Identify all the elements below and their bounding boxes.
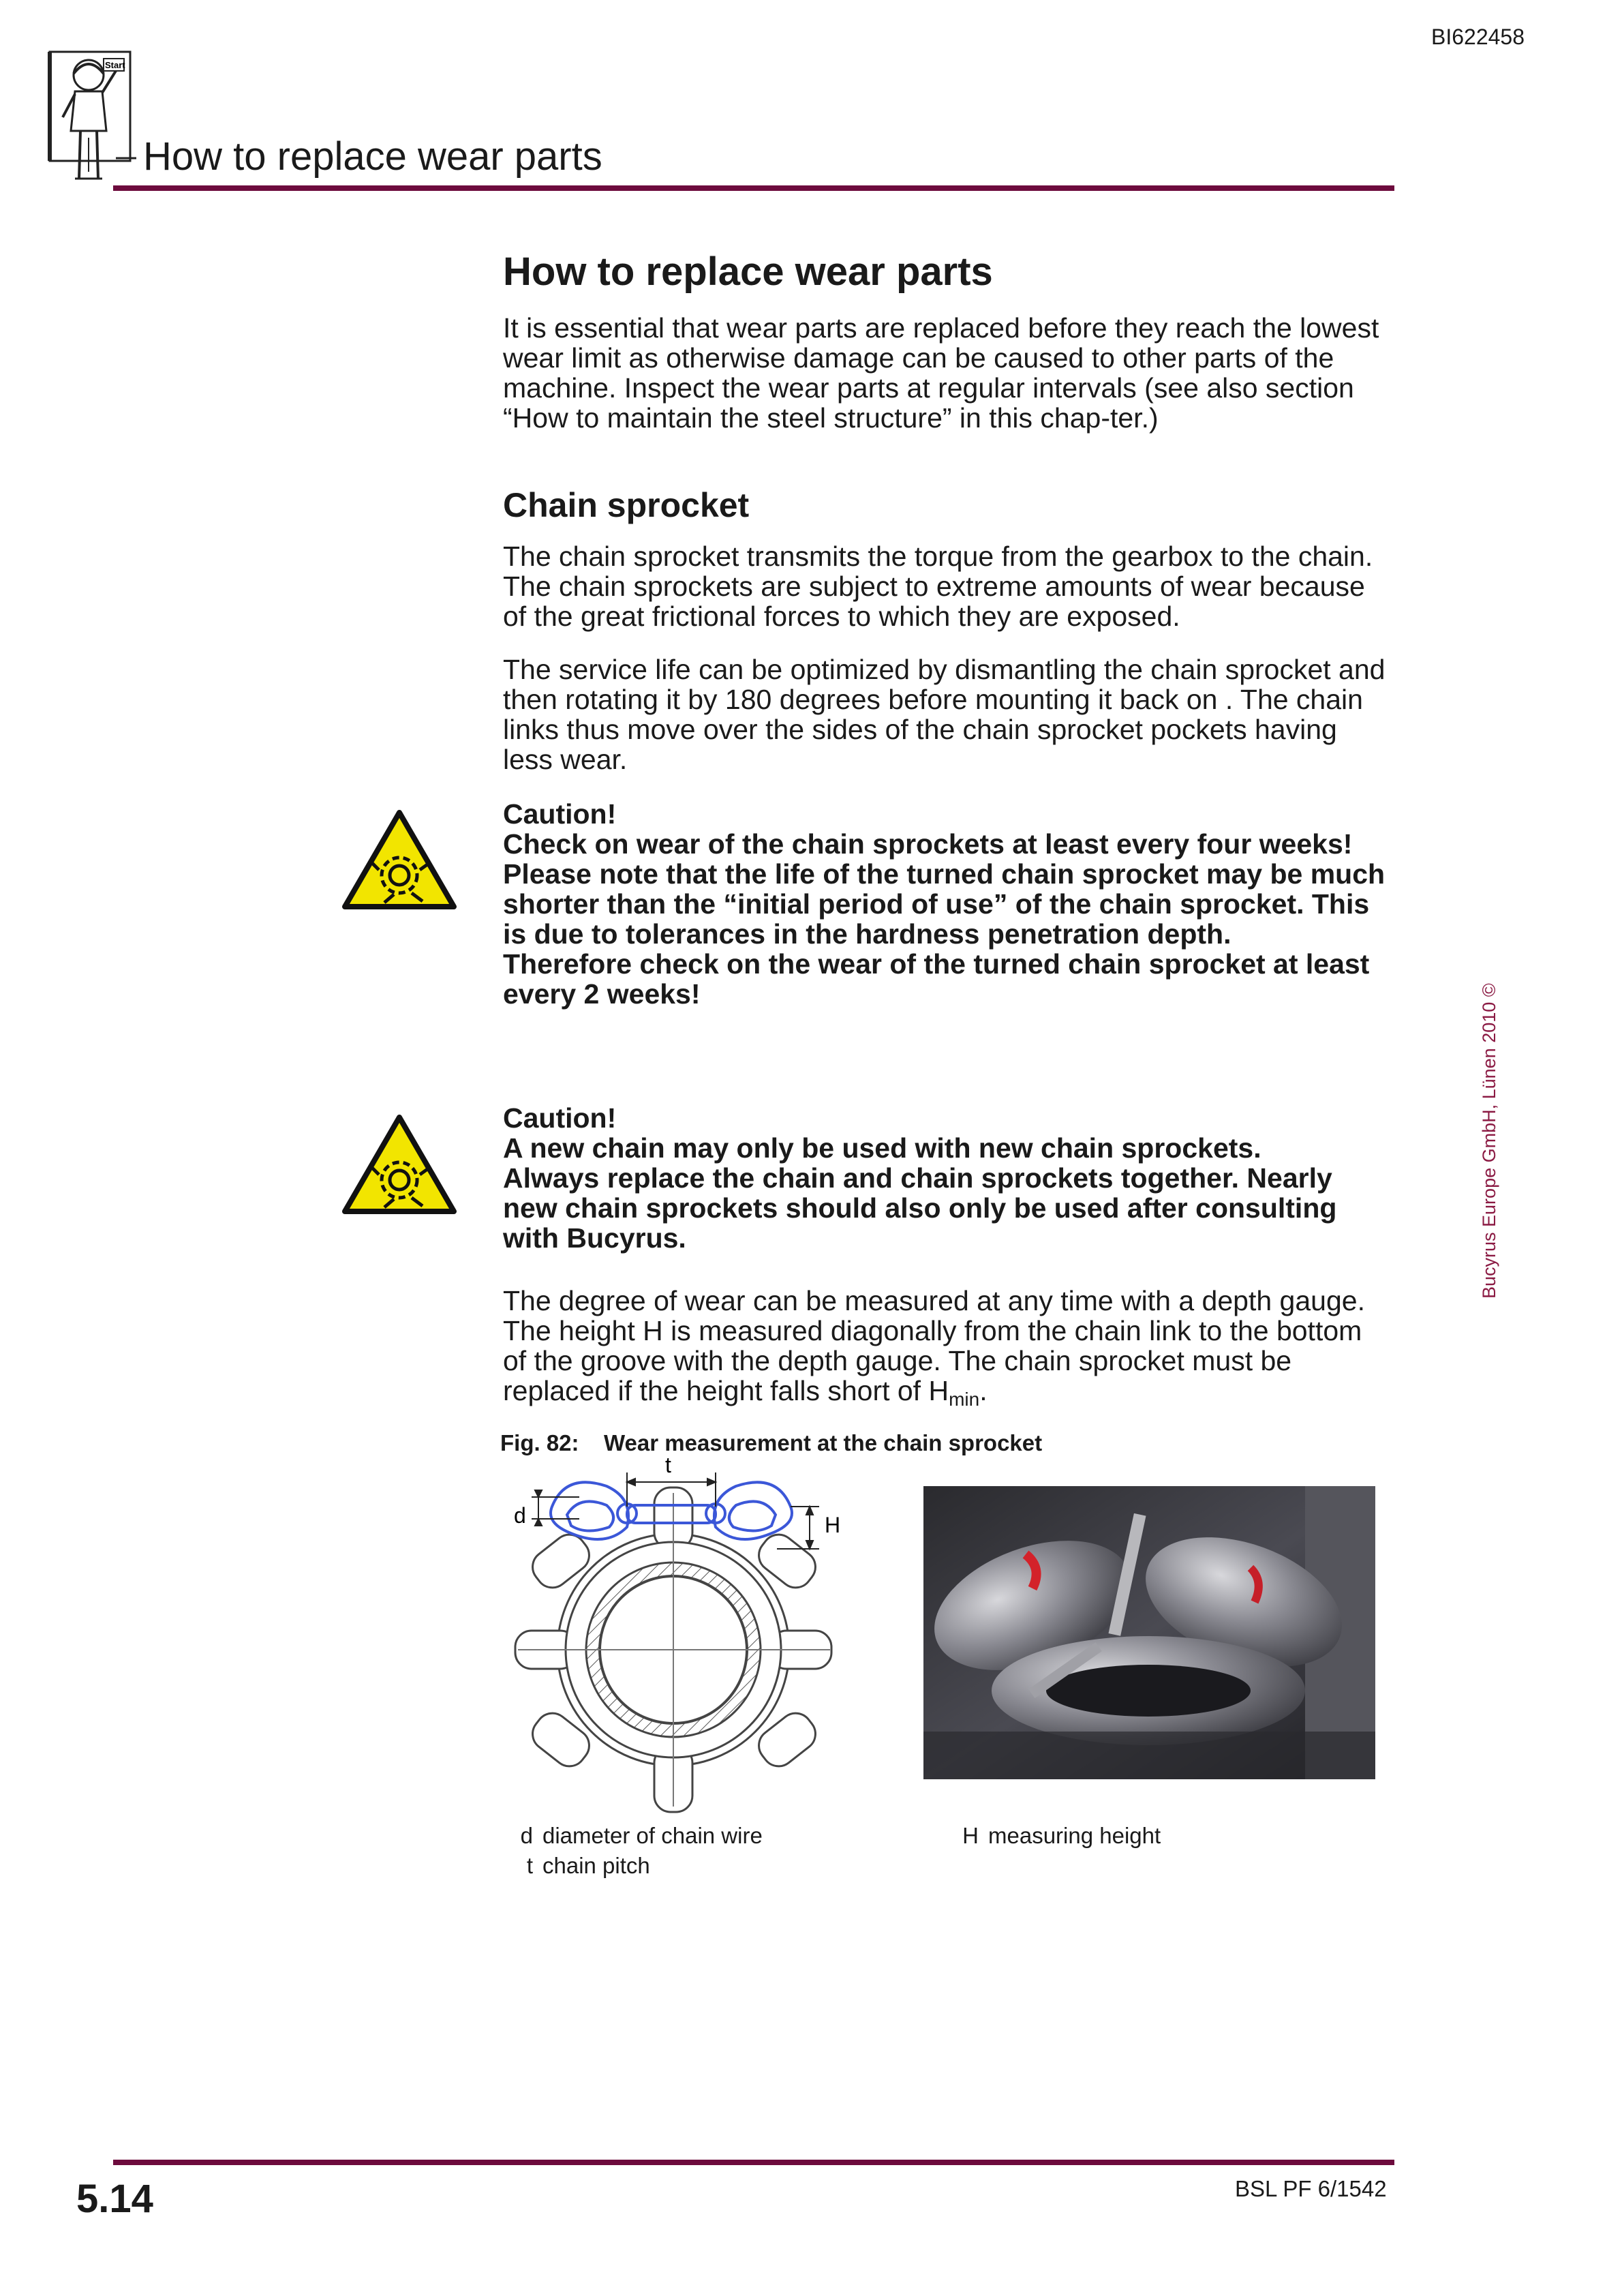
caution-2-line-2: Always replace the chain and chain sprockets together. Nearly new chain sprockets should also only be used after consulting with Bucyrus. — [503, 1162, 1337, 1254]
caution-block-2 — [503, 1103, 1389, 1253]
legend-key-d: d — [520, 1823, 533, 1848]
legend-item-h — [951, 1823, 1161, 1849]
intro-paragraph: It is essential that wear parts are replaced before they reach the lowest wear limit as otherwise damage can be caused to other parts of the machine. Inspect the wear parts at regular intervals (see also section “How to maintain the steel structure” in this chap-ter.) — [503, 312, 1379, 434]
caution-1-line-3: Therefore check on the wear of the turned chain sprocket at least every 2 weeks! — [503, 948, 1370, 1010]
wear-measure-paragraph — [503, 1286, 1389, 1415]
caution-2-line-1: A new chain may only be used with new chain sprockets. — [503, 1132, 1261, 1164]
chain-sprocket-photo — [923, 1486, 1375, 1779]
caution-2-heading: Caution! — [503, 1102, 617, 1134]
warning-gear-hazard-icon — [341, 1113, 458, 1215]
start-person-icon — [48, 49, 136, 185]
diagram-label-h: H — [825, 1513, 841, 1537]
legend-text-d: diameter of chain wire — [542, 1823, 763, 1848]
footer-rule — [113, 2160, 1394, 2165]
chain-sprocket-heading: Chain sprocket — [503, 486, 750, 524]
header-rule — [113, 185, 1394, 191]
sprocket-paragraph-1: The chain sprocket transmits the torque from the gearbox to the chain. The chain sprockets are subject to extreme amounts of wear because of the great frictional forces to which they are exposed. — [503, 541, 1373, 632]
page-title: How to replace wear parts — [503, 250, 993, 294]
side-copyright: Bucyrus Europe GmbH, Lünen 2010 © — [1479, 983, 1499, 1299]
caution-1-line-2: Please note that the life of the turned chain sprocket may be much shorter than the “initial period of use” of the chain sprocket. This is due to tolerances in the hardness penetration depth. — [503, 858, 1386, 950]
diagram-label-t: t — [665, 1453, 671, 1477]
chain-sprocket-diagram — [504, 1452, 845, 1820]
figure-number: Fig. 82: — [500, 1430, 579, 1455]
section-title: How to replace wear parts — [143, 134, 602, 179]
warning-gear-hazard-icon — [341, 809, 458, 911]
start-icon-label: Start — [105, 60, 125, 70]
document-id: BI622458 — [1431, 25, 1525, 49]
legend-key-h: H — [962, 1823, 979, 1848]
legend-item-d — [506, 1823, 763, 1849]
figure-caption-text: Wear measurement at the chain sprocket — [604, 1430, 1043, 1455]
legend-text-h: measuring height — [988, 1823, 1161, 1848]
legend-item-t — [506, 1853, 650, 1879]
diagram-label-d: d — [514, 1503, 526, 1528]
legend-key-t: t — [526, 1853, 533, 1878]
sprocket-paragraph-2: The service life can be optimized by dismantling the chain sprocket and then rotating it by 180 degrees before mounting it back on . The chain links thus move over the sides of the chain sprocket pockets having less wear. — [503, 654, 1386, 775]
caution-1-line-1: Check on wear of the chain sprockets at least every four weeks! — [503, 828, 1353, 860]
h-min-subscript: min — [949, 1389, 980, 1410]
page-number: 5.14 — [76, 2177, 153, 2221]
wear-measure-text: The degree of wear can be measured at any time with a depth gauge. The height H is measured diagonally from the chain link to the bottom of the groove with the depth gauge. The chain sprocket must be replaced if the height falls short of H — [503, 1285, 1365, 1406]
caution-block-1 — [503, 799, 1389, 1009]
legend-text-t: chain pitch — [542, 1853, 650, 1878]
caution-1-heading: Caution! — [503, 798, 617, 830]
document-reference: BSL PF 6/1542 — [1235, 2176, 1387, 2201]
wear-measure-end: . — [979, 1375, 988, 1406]
